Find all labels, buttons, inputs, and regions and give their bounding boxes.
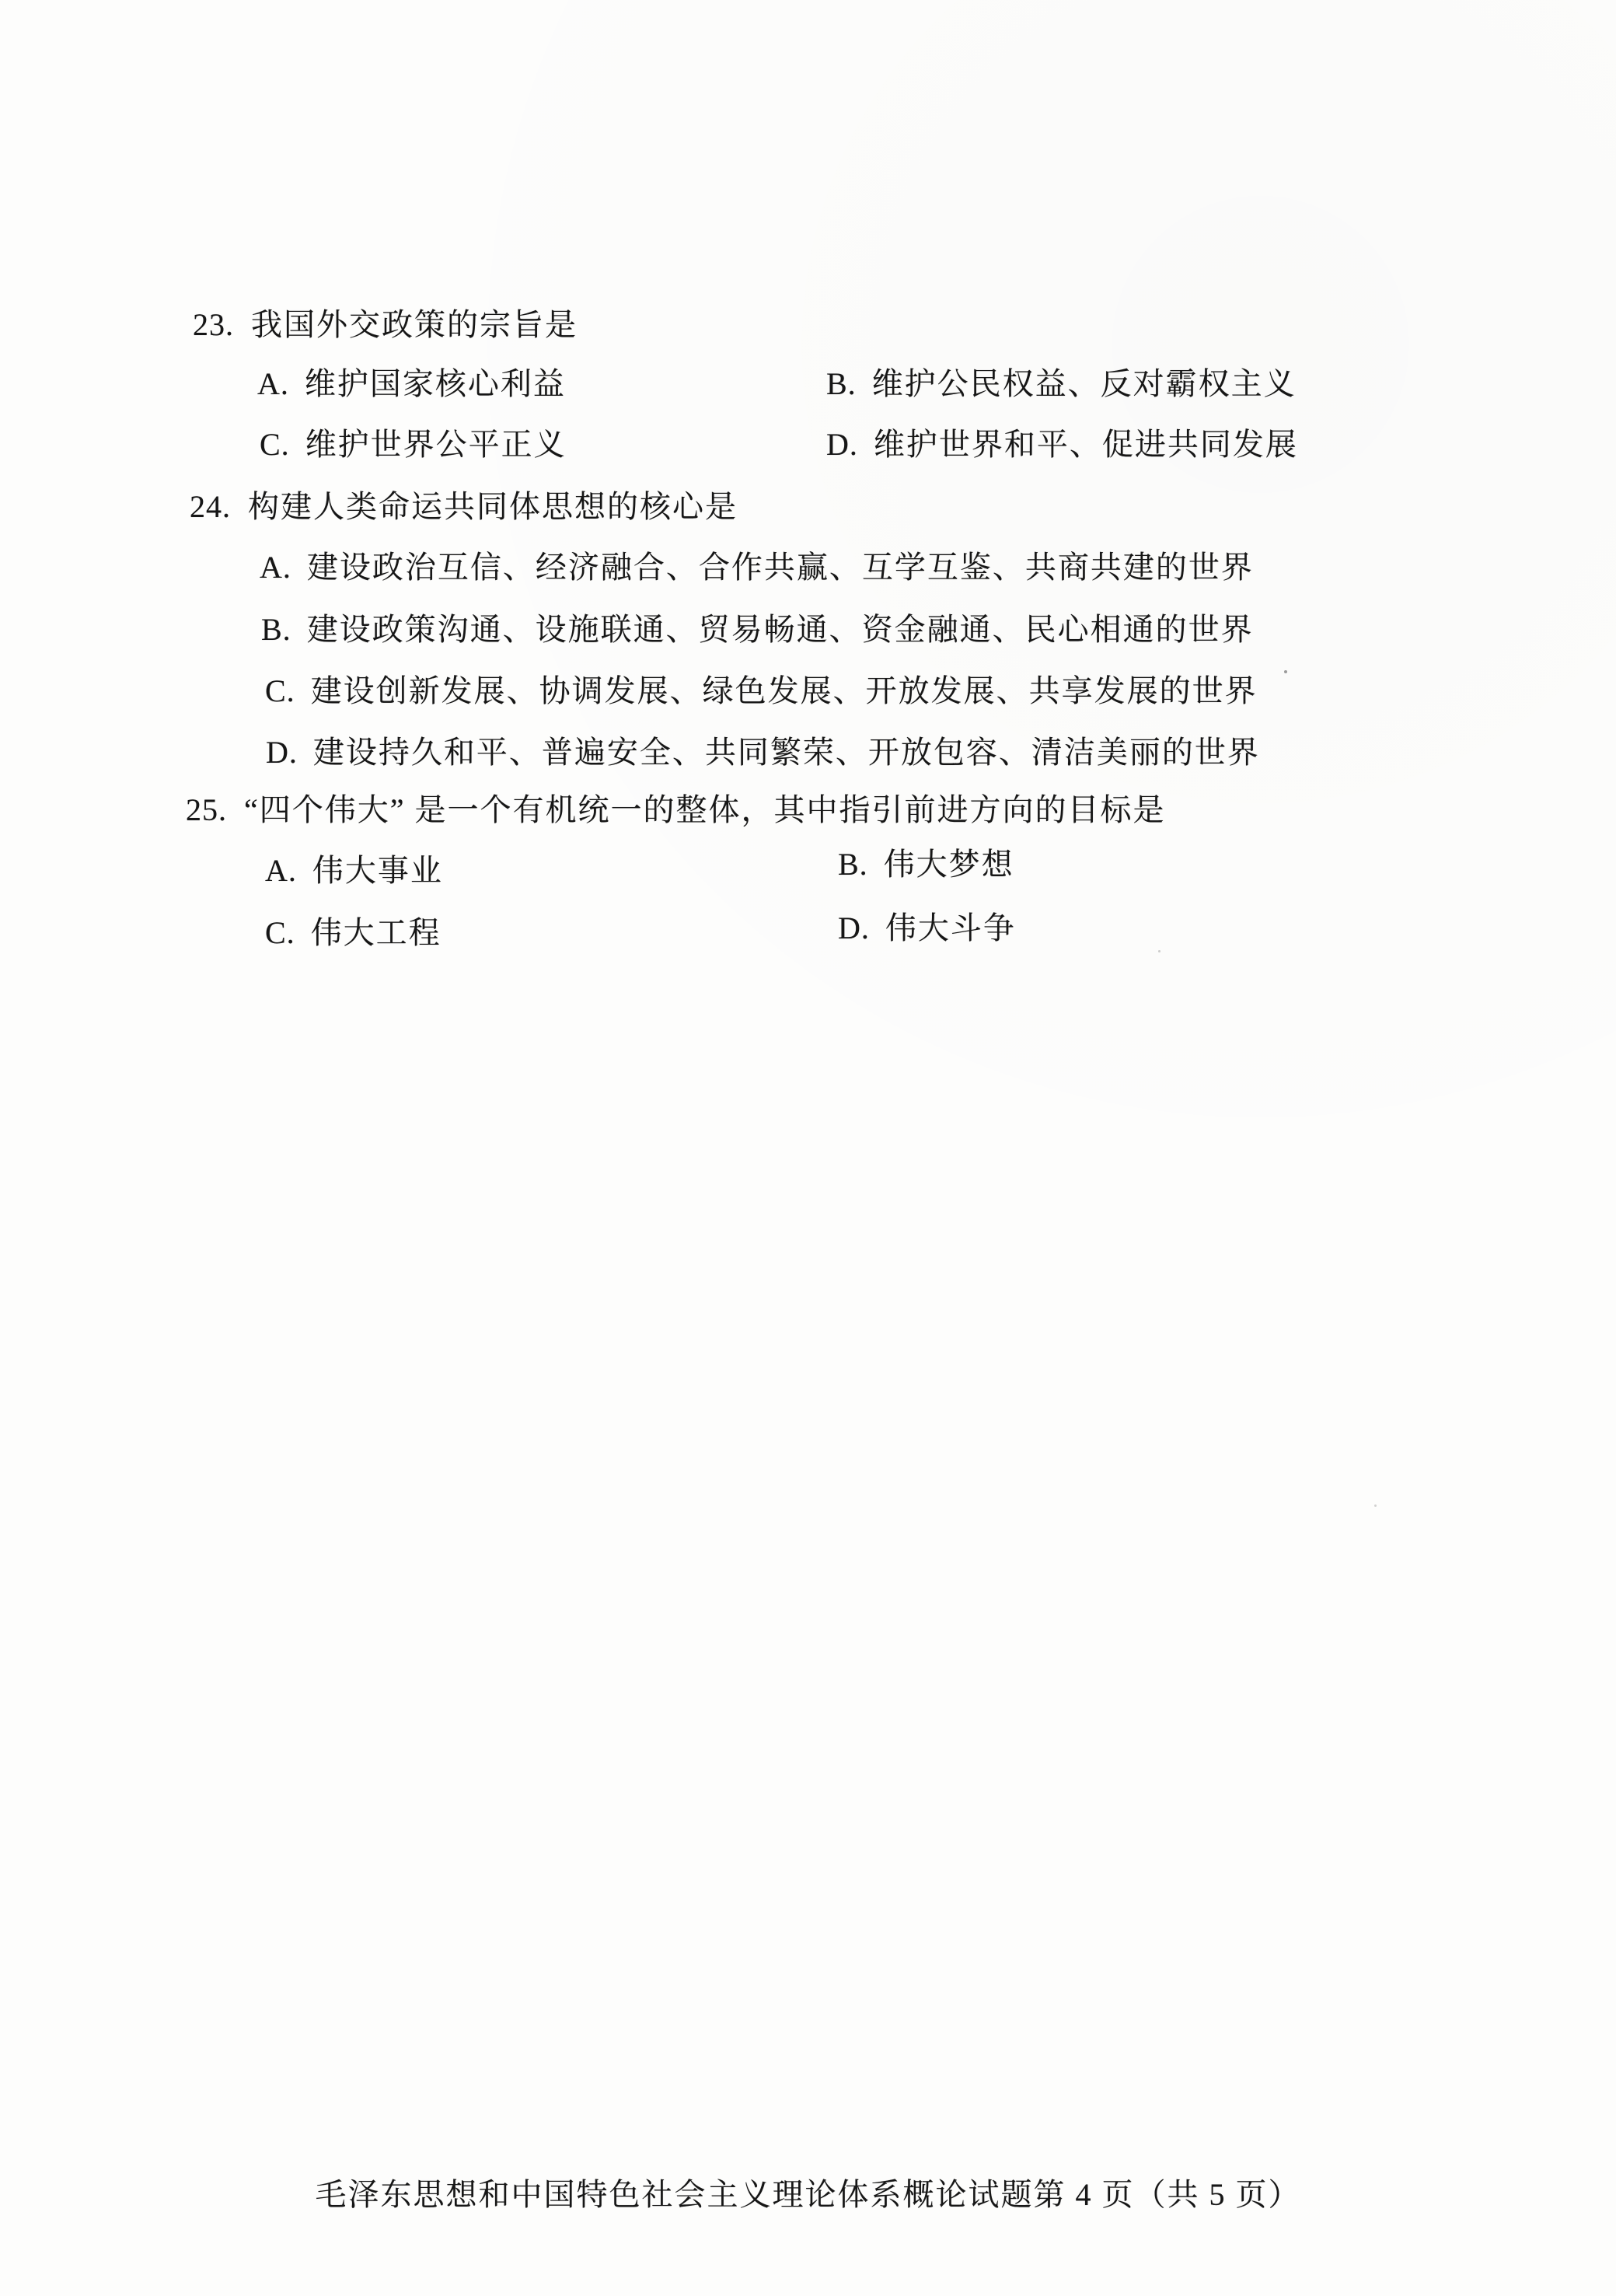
question-24-option-c-label: C.	[265, 673, 295, 708]
question-23-number: 23.	[193, 307, 234, 342]
question-23-option-d	[826, 426, 1298, 463]
scan-speck	[1158, 950, 1161, 952]
question-25-option-a-text: 伟大事业	[312, 853, 443, 888]
question-25-option-a	[265, 852, 443, 889]
question-25-option-c	[265, 914, 442, 952]
scan-speck	[1374, 1504, 1377, 1507]
page-footer: 毛泽东思想和中国特色社会主义理论体系概论试题第 4 页（共 5 页）	[315, 2177, 1301, 2212]
question-24-option-b	[261, 611, 1254, 648]
question-25-option-a-label: A.	[265, 853, 297, 888]
question-25-option-c-label: C.	[265, 915, 295, 950]
question-24-option-d	[266, 734, 1260, 771]
question-25-stem	[186, 792, 1166, 829]
question-23-option-c-label: C.	[260, 427, 290, 462]
question-25-text: “四个伟大” 是一个有机统一的整体，其中指引前进方向的目标是	[244, 792, 1166, 827]
question-25-option-b-text: 伟大梦想	[883, 847, 1014, 882]
question-24-option-b-label: B.	[261, 612, 291, 647]
question-23-stem	[193, 306, 578, 344]
question-23-option-a-label: A.	[257, 366, 289, 401]
question-23-text: 我国外交政策的宗旨是	[251, 307, 578, 342]
question-24-option-a	[260, 549, 1254, 586]
question-24-number: 24.	[190, 489, 231, 524]
question-24-option-c	[265, 673, 1258, 710]
question-24-text: 构建人类命运共同体思想的核心是	[248, 489, 738, 524]
question-24-option-b-text: 建设政策沟通、设施联通、贸易畅通、资金融通、民心相通的世界	[306, 612, 1254, 647]
scan-speck	[1284, 670, 1287, 673]
question-23-option-a	[257, 365, 566, 403]
question-25-option-c-text: 伟大工程	[310, 915, 442, 950]
question-24-option-d-label: D.	[266, 735, 298, 770]
question-24-stem	[190, 488, 738, 526]
question-24-option-d-text: 建设持久和平、普遍安全、共同繁荣、开放包容、清洁美丽的世界	[312, 735, 1260, 770]
question-23-option-d-label: D.	[826, 427, 858, 462]
question-23-option-b-text: 维护公民权益、反对霸权主义	[871, 366, 1297, 401]
question-25-option-b-label: B.	[838, 847, 868, 882]
question-25-option-d-label: D.	[838, 910, 870, 945]
question-25-number: 25.	[186, 792, 227, 827]
question-23-option-a-text: 维护国家核心利益	[304, 366, 566, 401]
question-25-option-b	[838, 846, 1014, 883]
question-23-option-c	[260, 426, 567, 463]
question-25-option-d-text: 伟大斗争	[885, 910, 1016, 945]
question-23-option-c-text: 维护世界公平正义	[305, 427, 567, 462]
question-24-option-c-text: 建设创新发展、协调发展、绿色发展、开放发展、共享发展的世界	[310, 673, 1258, 708]
question-24-option-a-label: A.	[260, 550, 291, 585]
question-25-option-d	[838, 910, 1016, 947]
question-24-option-a-text: 建设政治互信、经济融合、合作共赢、互学互鉴、共商共建的世界	[306, 550, 1254, 585]
question-23-option-b-label: B.	[826, 366, 857, 401]
question-23-option-d-text: 维护世界和平、促进共同发展	[873, 427, 1298, 462]
question-23-option-b	[826, 365, 1297, 403]
